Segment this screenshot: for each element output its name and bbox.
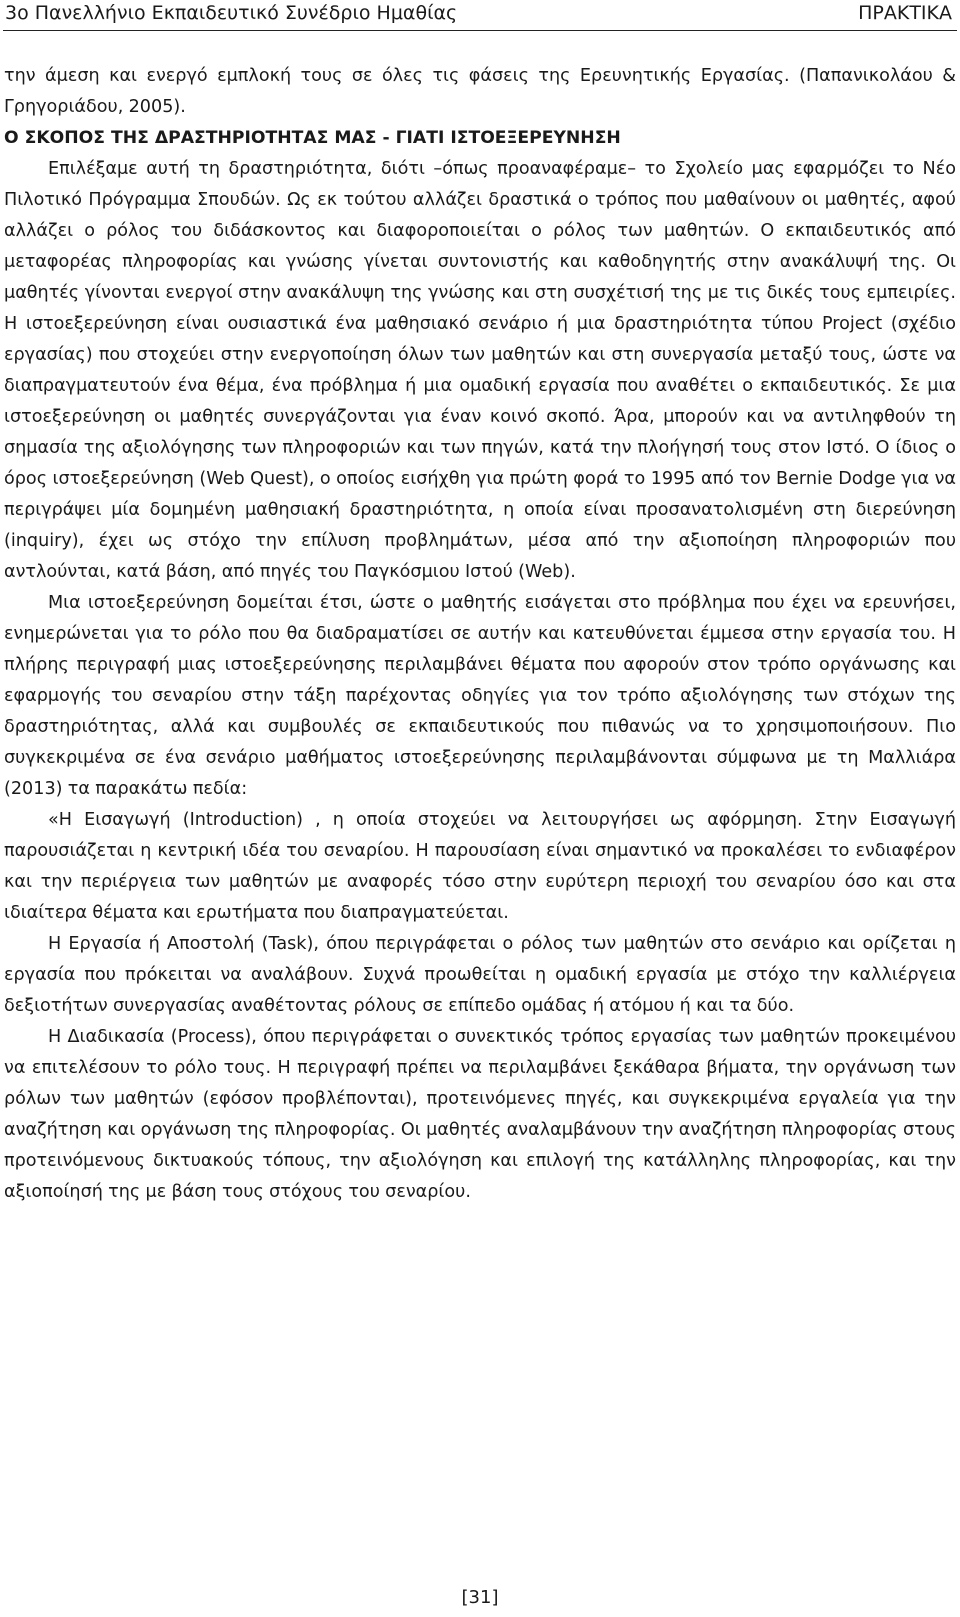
paragraph-purpose: Επιλέξαμε αυτή τη δραστηριότητα, διότι –όπως προαναφέραμε– το Σχολείο μας εφαρμόζει το Νέο Πιλοτικό Πρόγραμμα Σπουδών. Ως εκ τούτου αλλάζει δραστικά ο τρόπος που μαθαίνουν οι μαθητές, αφού αλλάζει ο ρόλος του διδάσκοντος και διαφοροποιείται ο ρόλος των μαθητών. Ο εκπαιδευτικός από μεταφορέας πληροφορίας και γνώσης γίνεται συντονιστής και καθοδηγητής στην ανακάλυψή της. Οι μαθητές γίνονται ενεργοί στην ανακάλυψη της γνώσης και στη συσχέτισή της με τις δικές τους εμπειρίες. Η ιστοεξερεύνηση είναι ουσιαστικά ένα μαθησιακό σενάριο ή μια δραστηριότητα τύπου Project (σχέδιο εργασίας) που στοχεύει στην ενεργοποίηση όλων των μαθητών και στη συνεργασία μεταξύ τους, ώστε να διαπραγματευτούν ένα θέμα, ένα πρόβλημα ή μια ομαδική εργασία που αναθέτει ο εκπαιδευτικός. Σε μια ιστοεξερεύνηση οι μαθητές συνεργάζονται για έναν κοινό σκοπό. Άρα, μπορούν και να αντιληφθούν τη σημασία της αξιολόγησης των πληροφοριών και των πηγών, κατά την πλοήγησή τους στον Ιστό. Ο ίδιος ο όρος ιστοεξερεύνηση (Web Quest), ο οποίος εισήχθη για πρώτη φορά το 1995 από τον Bernie Dodge για να περιγράψει μία δομημένη μαθησιακή δραστηριότητα, η οποία είναι προσανατολισμένη στη διερεύνηση (inquiry), έχει ως στόχο την επίλυση προβλημάτων, μέσα από την αξιοποίηση πληροφοριών που αντλούνται, κατά βάση, από πηγές του Παγκόσμιου Ιστού (Web). bbox=[4, 159, 956, 582]
document-body bbox=[4, 61, 956, 1208]
paragraph-continuation: την άμεση και ενεργό εμπλοκή τους σε όλες τις φάσεις της Ερευνητικής Εργασίας. (Παπανικολάου & Γρηγοριάδου, 2005). bbox=[4, 66, 956, 117]
paragraph-task: Η Εργασία ή Αποστολή (Task), όπου περιγράφεται ο ρόλος των μαθητών στο σενάριο και ορίζεται η εργασία που πρόκειται να αναλάβουν. Συχνά προωθείται η ομαδική εργασία με στόχο την καλλιέργεια δεξιοτήτων συνεργασίας αναθέτοντας ρόλους σε επίπεδο ομάδας ή ατόμου ή και τα δύο. bbox=[4, 934, 956, 1016]
paragraph-process: Η Διαδικασία (Process), όπου περιγράφεται ο συνεκτικός τρόπος εργασίας των μαθητών προκειμένου να επιτελέσουν το ρόλο τους. Η περιγραφή πρέπει να περιλαμβάνει ξεκάθαρα βήματα, την οργάνωση των ρόλων των μαθητών (εφόσον προβλέπονται), προτεινόμενες πηγές, και συγκεκριμένα εργαλεία για την αναζήτηση και οργάνωση της πληροφορίας. Οι μαθητές αναλαμβάνουν την αναζήτηση πληροφορίας στους προτεινόμενους δικτυακούς τόπους, την αξιολόγηση και επιλογή της κατάλληλης πληροφορίας, και την αξιοποίησή της με βάση τους στόχους του σεναρίου. bbox=[4, 1027, 956, 1202]
header-divider bbox=[3, 30, 957, 31]
paragraph-introduction: «Η Εισαγωγή (Introduction) , η οποία στοχεύει να λειτουργήσει ως αφόρμηση. Στην Εισαγωγή παρουσιάζεται η κεντρική ιδέα του σεναρίου. Η παρουσίαση είναι σημαντικό να προκαλέσει το ενδιαφέρον και την περιέργεια των μαθητών με αναφορές τόσο στην ευρύτερη περιοχή του σεναρίου όσο και στα ιδιαίτερα θέματα και ερωτήματα που διαπραγματεύεται. bbox=[4, 810, 956, 923]
page-number: [31] bbox=[461, 1587, 499, 1608]
page-header bbox=[0, 0, 960, 28]
proceedings-label: ΠΡΑΚΤΙΚΑ bbox=[858, 2, 952, 24]
section-heading: Ο ΣΚΟΠΟΣ ΤΗΣ ΔΡΑΣΤΗΡΙΟΤΗΤΑΣ ΜΑΣ - ΓΙΑΤΙ ΙΣΤΟΕΞΕΡΕΥΝΗΣΗ bbox=[4, 128, 621, 148]
paragraph-structure: Μια ιστοεξερεύνηση δομείται έτσι, ώστε ο μαθητής εισάγεται στο πρόβλημα που έχει να ερευνήσει, ενημερώνεται για το ρόλο που θα διαδραματίσει σε αυτήν και κατευθύνεται έμμεσα στην εργασία του. Η πλήρης περιγραφή μιας ιστοεξερεύνησης περιλαμβάνει θέματα που αφορούν στον τρόπο οργάνωσης και εφαρμογής του σεναρίου στην τάξη παρέχοντας οδηγίες για τον τρόπο αξιολόγησης των στόχων της δραστηριότητας, αλλά και συμβουλές σε εκπαιδευτικούς που πιθανώς να το χρησιμοποιήσουν. Πιο συγκεκριμένα σε ένα σενάριο μαθήματος ιστοεξερεύνησης περιλαμβάνονται σύμφωνα με τη Μαλλιάρα (2013) τα παρακάτω πεδία: bbox=[4, 593, 956, 799]
conference-title: 3ο Πανελλήνιο Εκπαιδευτικό Συνέδριο Ημαθίας bbox=[5, 2, 458, 24]
